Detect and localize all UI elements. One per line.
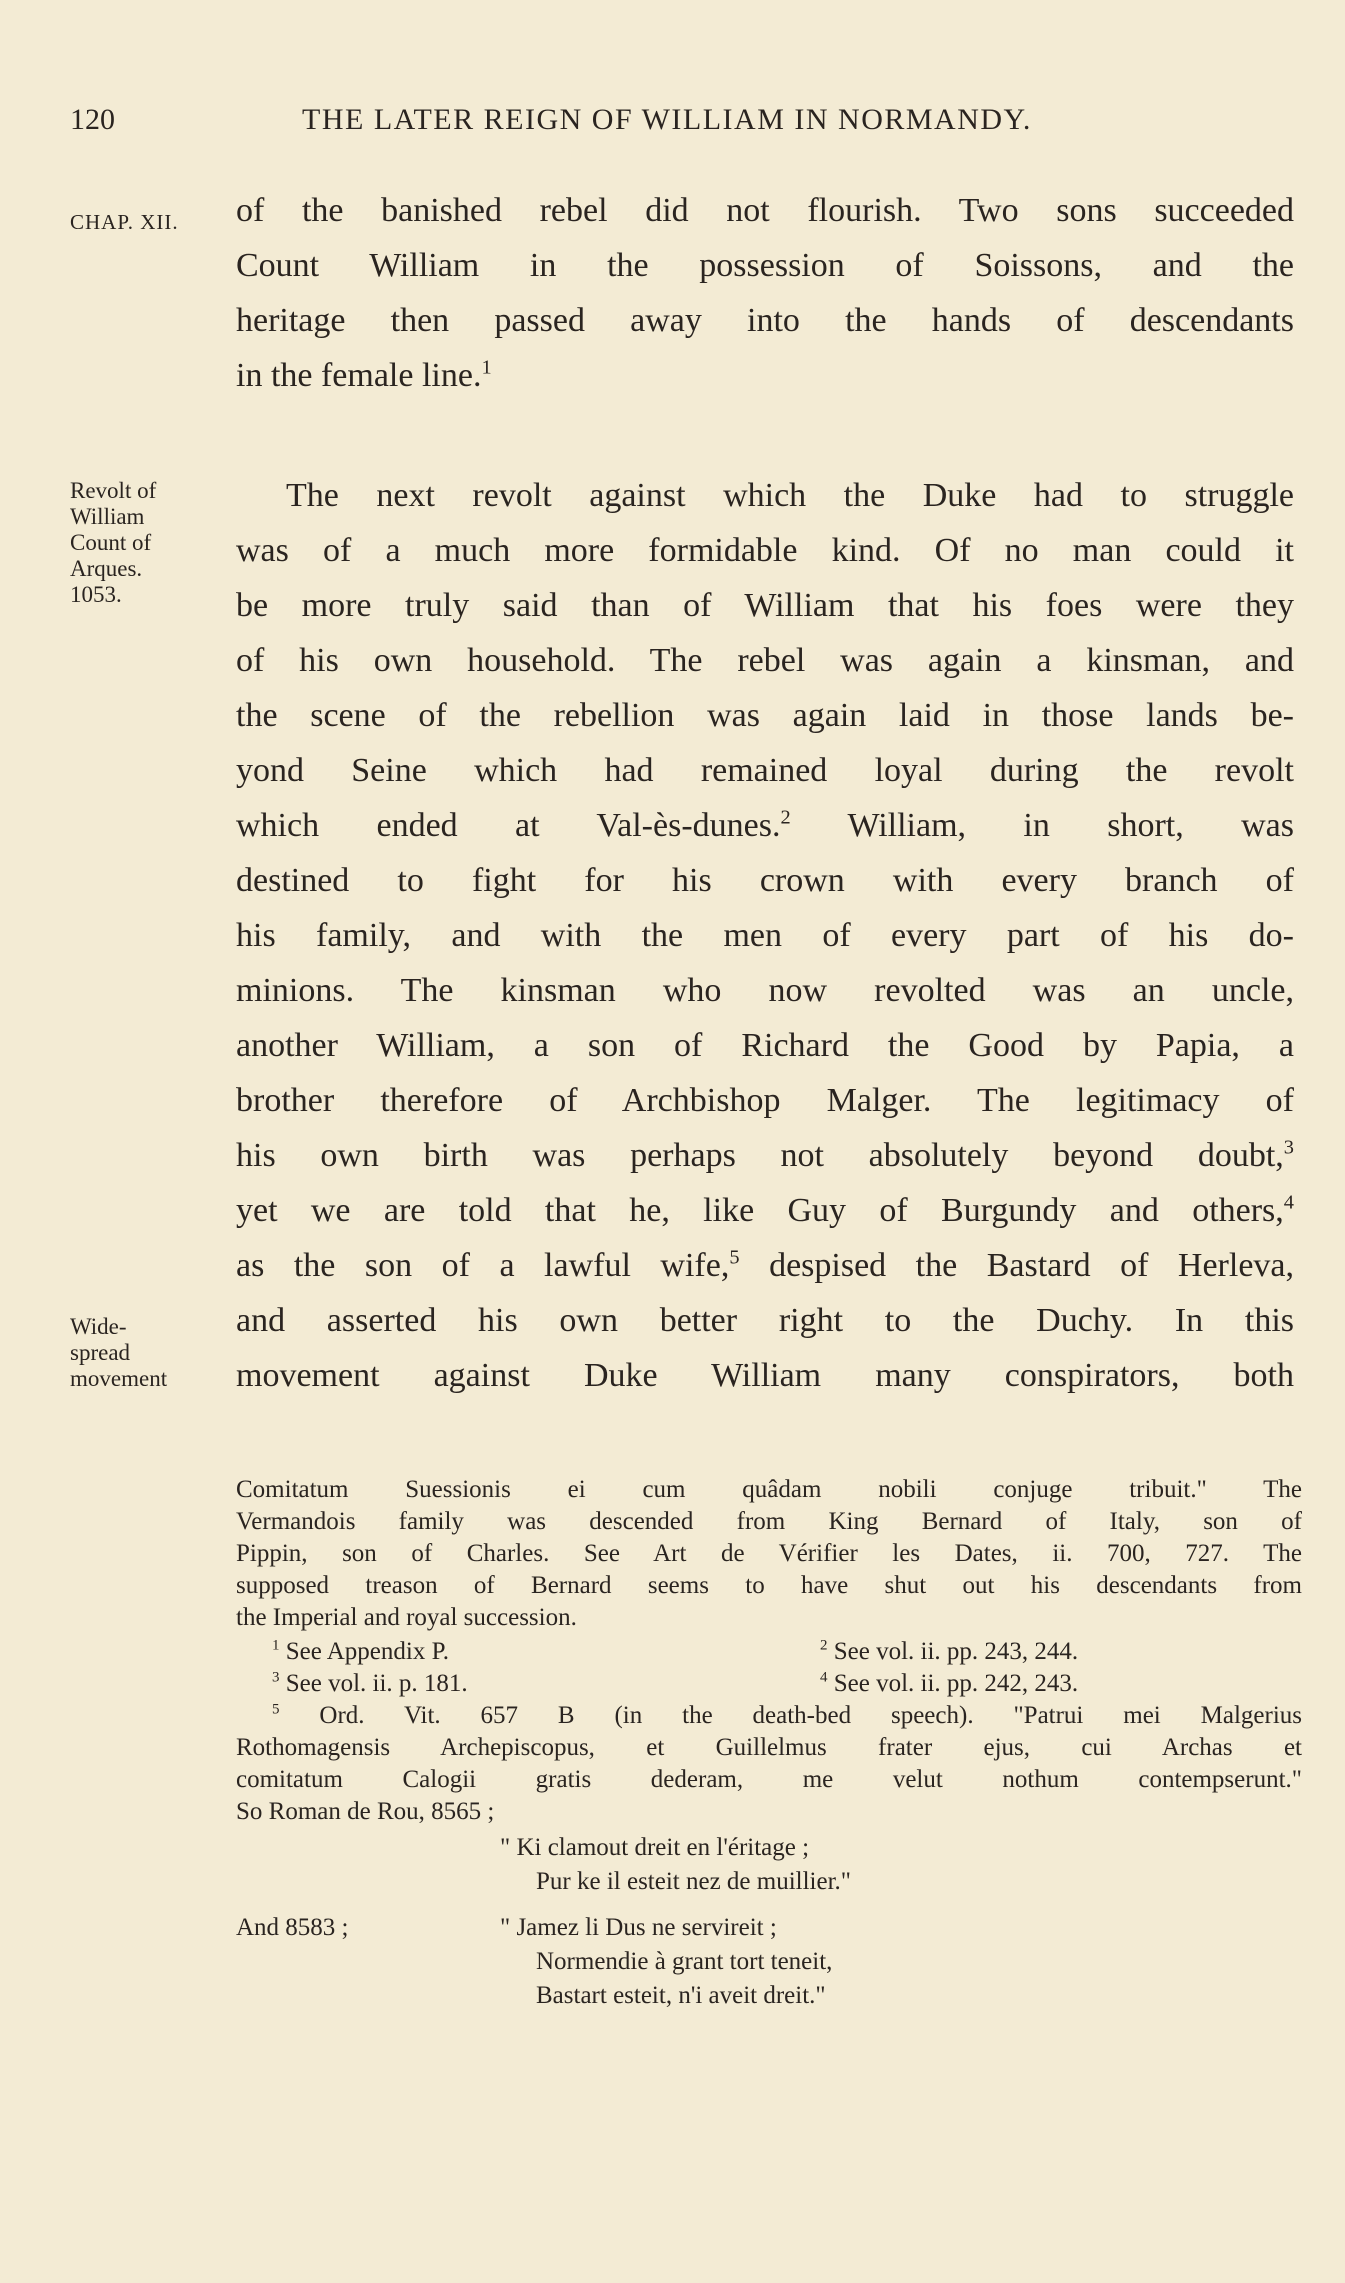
footnote-marker: 5 <box>272 1701 280 1718</box>
footnote-ref: 2 <box>780 806 791 829</box>
page-header <box>70 103 1245 143</box>
footnote-4 <box>820 1669 1078 1699</box>
margin-line: movement <box>70 1366 168 1391</box>
footnote-text: See Appendix P. <box>285 1638 449 1665</box>
footnote-text: See vol. ii. p. 181. <box>285 1670 468 1697</box>
body-line: of his own household. The rebel was again a kinsman, and <box>236 642 1294 679</box>
body-line: the scene of the rebellion was again laid in those lands be- <box>236 697 1294 734</box>
page-number: 120 <box>70 103 115 136</box>
body-text: his own birth was perhaps not absolutely beyond doubt, <box>236 1137 1284 1174</box>
verse-reference: And 8583 ; <box>236 1914 349 1941</box>
body-line <box>236 355 1294 397</box>
running-head: THE LATER REIGN OF WILLIAM IN NORMANDY. <box>302 103 1032 136</box>
footnote-2 <box>820 1637 1078 1667</box>
body-line: brother therefore of Archbishop Malger. The legitimacy of <box>236 1082 1294 1119</box>
footnote-text: See vol. ii. pp. 242, 243. <box>833 1670 1079 1697</box>
footnote-marker: 3 <box>272 1669 280 1686</box>
verse-line: Bastart esteit, n'i aveit dreit." <box>536 1982 826 2009</box>
footnote-ref: 4 <box>1283 1191 1294 1214</box>
margin-line: 1053. <box>70 582 122 607</box>
body-line <box>236 1245 1294 1287</box>
body-line: of the banished rebel did not flourish. Two sons succeeded <box>236 192 1294 229</box>
footnote-line: the Imperial and royal succession. <box>236 1604 577 1631</box>
footnote-1 <box>272 1637 449 1667</box>
footnote-3 <box>272 1669 468 1699</box>
body-line: another William, a son of Richard the Good by Papia, a <box>236 1027 1294 1064</box>
verse-line: " Ki clamout dreit en l'éritage ; <box>500 1834 810 1861</box>
body-line: and asserted his own better right to the Duchy. In this <box>236 1302 1294 1339</box>
margin-line: Arques. <box>70 556 143 581</box>
verse-line: Pur ke il esteit nez de muillier." <box>536 1868 851 1895</box>
footnote-line: supposed treason of Bernard seems to have shut out his descendants from <box>236 1572 1302 1599</box>
body-line: minions. The kinsman who now revolted was an uncle, <box>236 972 1294 1009</box>
body-line: yond Seine which had remained loyal during the revolt <box>236 752 1294 789</box>
footnote-marker: 2 <box>820 1637 828 1654</box>
margin-line: Wide- <box>70 1314 127 1339</box>
margin-line: William <box>70 504 145 529</box>
footnote-line: Pippin, son of Charles. See Art de Vérifier les Dates, ii. 700, 727. The <box>236 1540 1302 1567</box>
footnote-line: Vermandois family was descended from King Bernard of Italy, son of <box>236 1508 1302 1535</box>
footnote-line: So Roman de Rou, 8565 ; <box>236 1798 495 1825</box>
body-line <box>236 1190 1294 1232</box>
verse-line: Normendie à grant tort teneit, <box>536 1948 833 1975</box>
body-line: Count William in the possession of Soissons, and the <box>236 247 1294 284</box>
body-text: in the female line. <box>236 357 482 394</box>
margin-note-revolt <box>70 478 235 608</box>
margin-line: Count of <box>70 530 152 555</box>
body-line: movement against Duke William many conspirators, both <box>236 1357 1294 1394</box>
footnote-ref: 3 <box>1283 1136 1294 1159</box>
body-text: William, in short, was <box>847 807 1295 844</box>
body-line <box>236 805 1294 847</box>
body-line <box>236 1135 1294 1177</box>
footnote-marker: 4 <box>820 1669 828 1686</box>
body-text: as the son of a lawful wife, <box>236 1247 730 1284</box>
body-line: be more truly said than of William that his foes were they <box>236 587 1294 624</box>
footnote-ref: 5 <box>729 1246 740 1269</box>
body-line: his family, and with the men of every part of his do- <box>236 917 1294 954</box>
chapter-label: CHAP. XII. <box>70 210 179 234</box>
verse-line: " Jamez li Dus ne servireit ; <box>500 1914 777 1941</box>
body-text: despised the Bastard of Herleva, <box>769 1247 1295 1284</box>
body-text: yet we are told that he, like Guy of Burgundy and others, <box>236 1192 1284 1229</box>
footnote-marker: 1 <box>272 1637 280 1654</box>
footnote-line: comitatum Calogii gratis dederam, me velut nothum contempserunt." <box>236 1766 1302 1793</box>
body-line: was of a much more formidable kind. Of no man could it <box>236 532 1294 569</box>
footnote-text: See vol. ii. pp. 243, 244. <box>833 1638 1079 1665</box>
margin-note-movement <box>70 1314 235 1392</box>
body-line: The next revolt against which the Duke had to struggle <box>286 477 1294 514</box>
footnote-5-line <box>272 1701 1302 1731</box>
footnote-line: Comitatum Suessionis ei cum quâdam nobili conjuge tribuit." The <box>236 1476 1302 1503</box>
body-line: heritage then passed away into the hands of descendants <box>236 302 1294 339</box>
body-text: which ended at Val-ès-dunes. <box>236 807 781 844</box>
footnote-ref: 1 <box>481 356 492 379</box>
footnote-text: Ord. Vit. 657 B (in the death-bed speech). "Patrui mei Malgerius <box>319 1702 1303 1729</box>
margin-line: spread <box>70 1340 131 1365</box>
footnote-line: Rothomagensis Archepiscopus, et Guillelmus frater ejus, cui Archas et <box>236 1734 1302 1761</box>
margin-line: Revolt of <box>70 478 157 503</box>
body-line: destined to fight for his crown with every branch of <box>236 862 1294 899</box>
